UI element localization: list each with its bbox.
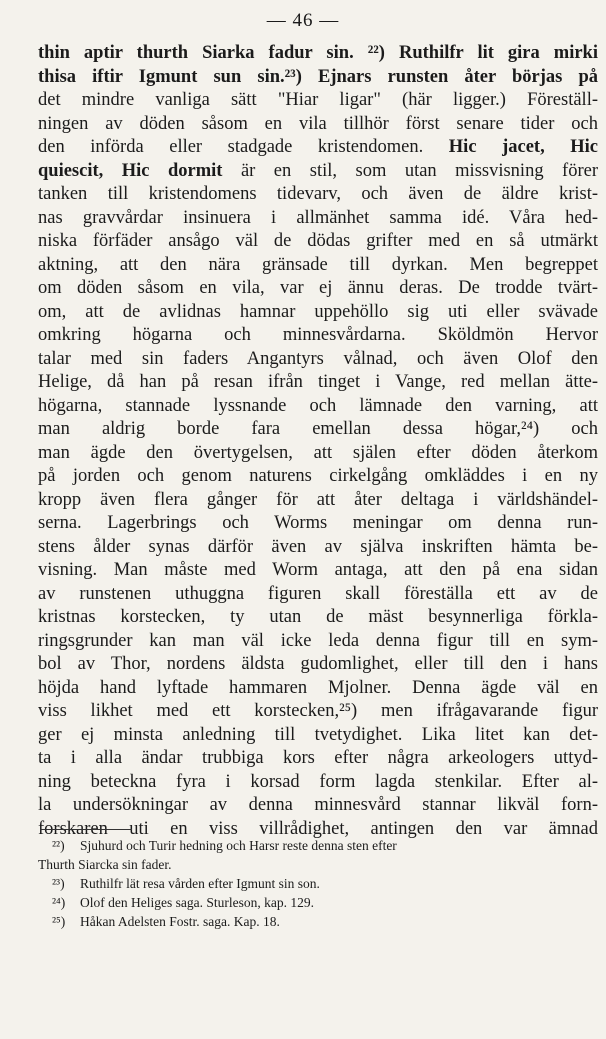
text-line: på jorden och genom naturens cirkelgång omkläddes i en ny — [38, 466, 598, 486]
text-line: Helige, då han på resan ifrån tinget i Vange, red mellan ätte- — [38, 372, 598, 392]
text-line: ger ej minsta anledning till tvetydighet. Lika litet kan det- — [38, 724, 598, 745]
text-line: om, att de avlidnas hamnar uppehöllo sig uti eller svävade — [38, 301, 598, 322]
text-line: bol av Thor, nordens äldsta gudomlighet, eller till den i hans — [38, 654, 598, 674]
text-line: viss likhet med ett korstecken,²⁵) men ifrågavarande figur — [38, 701, 598, 721]
page-number: — 46 — — [266, 10, 340, 31]
text-line: la undersökningar av denna minnesvård stannar likväl forn- — [38, 795, 598, 815]
footnote — [38, 893, 598, 912]
text-line: serna. Lagerbrings och Worms meningar om denna run- — [38, 513, 598, 533]
text-line: ta i alla ändar trubbiga kors efter några arkeologers uttyd- — [38, 748, 598, 768]
footnote — [38, 912, 598, 931]
text-line: man aldrig borde fara emellan dessa högar,²⁴) och — [38, 419, 598, 439]
text-line: omkring högarna och minnesvårdarna. Sköldmön Hervor — [38, 325, 598, 345]
footnote-mark: ²⁵) — [52, 914, 66, 929]
text-line: visning. Man måste med Worm antaga, att den på ena sidan — [38, 560, 598, 580]
footnote-text: Sjuhurd och Turir hedning och Harsr reste denna sten efter — [80, 838, 397, 853]
footnote — [38, 836, 598, 855]
text-line: kropp även flera gånger för att åter deltaga i världshändel- — [38, 489, 598, 510]
footnote-rule — [40, 829, 132, 830]
text-line: talar med sin faders Angantyrs vålnad, och även Olof den — [38, 348, 598, 369]
text-line: den införda eller stadgade kristendomen. Hic jacet, Hic — [38, 137, 598, 157]
footnote-text: Håkan Adelsten Fostr. saga. Kap. 18. — [80, 914, 280, 929]
text-line: thisa iftir Igmunt sun sin.²³) Ejnars runsten åter börjas på — [38, 66, 598, 87]
text-line: det mindre vanliga sätt "Hiar ligar" (här ligger.) Föreställ- — [38, 90, 598, 110]
footnote-text: Ruthilfr lät resa vården efter Igmunt sin son. — [80, 876, 320, 891]
text-line: thin aptir thurth Siarka fadur sin. ²²) Ruthilfr lit gira mirki — [38, 43, 598, 63]
footnote-mark: ²²) — [52, 838, 65, 853]
text-line: nas gravvårdar insinuera i allmänhet samma idé. Våra hed- — [38, 207, 598, 228]
text-line: man ägde den övertygelsen, att själen efter döden återkom — [38, 442, 598, 463]
footnote-mark: ²³) — [52, 876, 65, 891]
text-line: ning beteckna fyra i korsad form lagda stenkilar. Efter al- — [38, 771, 598, 792]
body-text — [38, 42, 598, 841]
text-line: höjda hand lyftade hammaren Mjolner. Denna ägde väl en — [38, 677, 598, 698]
text-line: om döden såsom en vila, var ej ännu deras. De trodde tvärt- — [38, 278, 598, 298]
footnote — [38, 855, 598, 874]
text-line: stens ålder synas därför även av själva inskriften hämta be- — [38, 536, 598, 557]
text-line: aktning, att den nära gränsade till dyrkan. Men begreppet — [38, 254, 598, 275]
text-line: quiescit, Hic dormit är en stil, som utan missvisning förer — [38, 160, 598, 181]
text-line: ningen av döden såsom en vila tillhör först senare tider och — [38, 113, 598, 134]
footnote-text: Thurth Siarcka sin fader. — [38, 857, 172, 872]
text-line: niska förfäder ansågo väl de dödas grifter med en så utmärkt — [38, 231, 598, 251]
text-line: forskaren uti en viss villrådighet, antingen den var ämnad — [38, 818, 598, 839]
text-line: ringsgrunder kan man väl icke leda denna figur till en sym- — [38, 630, 598, 651]
text-line: av runstenen uthuggna figuren skall föreställa ett av de — [38, 583, 598, 604]
footnote — [38, 874, 598, 893]
footnote-mark: ²⁴) — [52, 895, 66, 910]
text-line: tanken till kristendomens tidevarv, och även de äldre krist- — [38, 184, 598, 204]
text-line: högarna, stannade lyssnande och lämnade den varning, att — [38, 395, 598, 416]
footnote-text: Olof den Heliges saga. Sturleson, kap. 129. — [80, 895, 314, 910]
text-line: kristnas korstecken, ty utan de mäst besynnerliga förkla- — [38, 607, 598, 627]
footnotes — [38, 836, 598, 931]
